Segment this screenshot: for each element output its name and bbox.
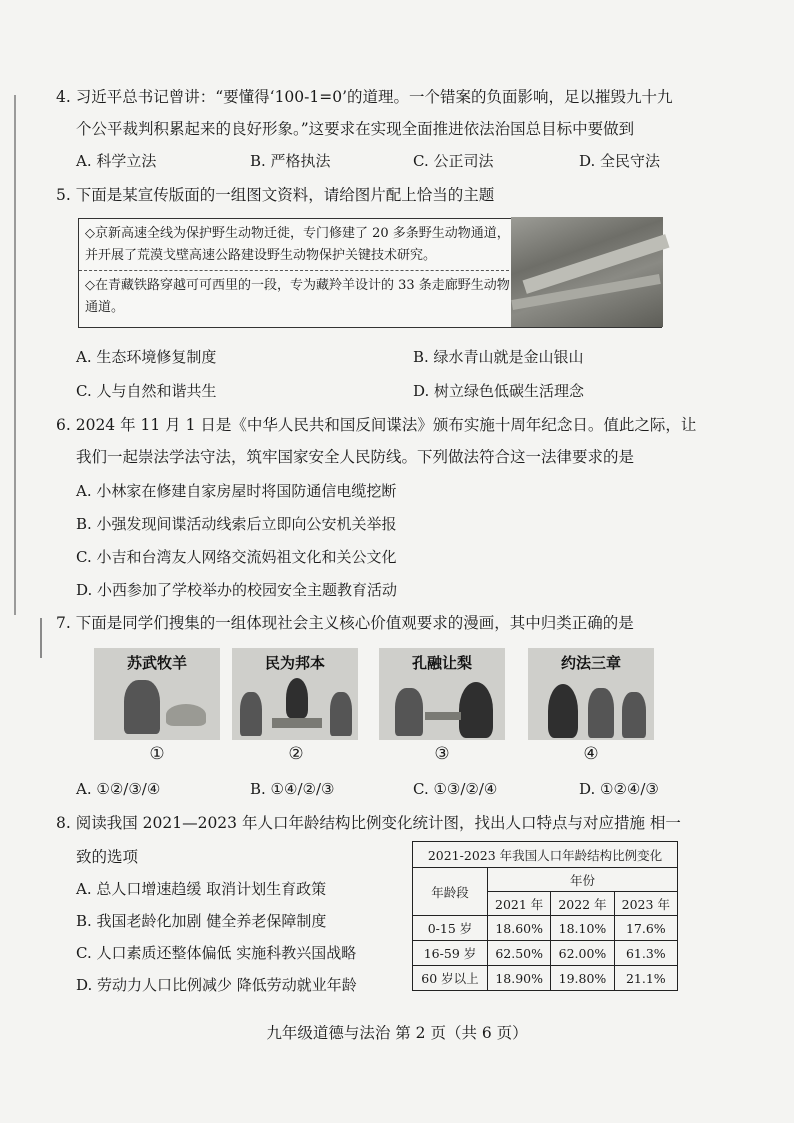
comic-kong-rong — [379, 648, 505, 740]
comic-figure — [240, 692, 262, 736]
table-cell: 17.6% — [614, 916, 677, 941]
q6-option-a[interactable]: A. 小林家在修建自家房屋时将国防通信电缆挖断 — [76, 482, 397, 500]
q8-option-b[interactable]: B. 我国老龄化加剧 健全养老保障制度 — [76, 912, 327, 930]
q5-box-divider — [79, 270, 509, 271]
q7-option-c[interactable]: C. ①③/②/④ — [413, 780, 498, 798]
q5-box-text-1: ◇京新高速全线为保护野生动物迁徙，专门修建了 20 多条野生动物通道，并开展了荒漠戈壁高速公路建设野生动物保护关键技术研究。 — [85, 226, 510, 263]
q8-option-a[interactable]: A. 总人口增速趋缓 取消计划生育政策 — [76, 880, 327, 898]
q6-option-d[interactable]: D. 小西参加了学校举办的校园安全主题教育活动 — [76, 581, 398, 599]
q5-stem: 5. 下面是某宣传版面的一组图文资料，请给图片配上恰当的主题 — [56, 186, 495, 204]
page-footer: 九年级道德与法治 第 2 页（共 6 页） — [266, 1024, 528, 1042]
q8-option-c[interactable]: C. 人口素质还整体偏低 实施科教兴国战略 — [76, 944, 357, 962]
comic-yue-fa-san-zhang — [528, 648, 654, 740]
table-cell: 62.50% — [488, 941, 551, 966]
table-cell: 18.10% — [551, 916, 614, 941]
q5-option-a[interactable]: A. 生态环境修复制度 — [76, 348, 217, 366]
margin-line — [14, 95, 16, 615]
comic-sheep — [166, 704, 206, 726]
table-cell: 18.60% — [488, 916, 551, 941]
comic-caption: 约法三章 — [560, 654, 621, 672]
q5-option-d[interactable]: D. 树立绿色低碳生活理念 — [413, 382, 585, 400]
q5-box-text-2: ◇在青藏铁路穿越可可西里的一段，专为藏羚羊设计的 33 条走廊野生动物通道。 — [85, 278, 510, 315]
table-row — [413, 916, 678, 941]
q8-option-d[interactable]: D. 劳动力人口比例减少 降低劳动就业年龄 — [76, 976, 357, 994]
comic-figure — [330, 692, 352, 736]
q4-option-d[interactable]: D. 全民守法 — [579, 152, 661, 170]
comic-figure — [286, 678, 308, 718]
comic-number-4: ④ — [583, 744, 599, 764]
q6-stem-line2: 我们一起崇法学法守法，筑牢国家安全人民防线。下列做法符合这一法律要求的是 — [76, 448, 635, 466]
table-age: 0-15 岁 — [413, 916, 488, 941]
table-age: 16-59 岁 — [413, 941, 488, 966]
q6-option-b[interactable]: B. 小强发现间谍活动线索后立即向公安机关举报 — [76, 515, 397, 533]
comic-caption: 民为邦本 — [264, 654, 325, 672]
q5-option-b[interactable]: B. 绿水青山就是金山银山 — [413, 348, 584, 366]
q5-option-c[interactable]: C. 人与自然和谐共生 — [76, 382, 217, 400]
q5-info-box — [78, 218, 662, 328]
margin-mark — [40, 618, 42, 658]
comic-figure — [548, 684, 578, 738]
q4-stem-line2: 个公平裁判积累起来的良好形象。”这要求在实现全面推进依法治国总目标中要做到 — [76, 120, 635, 138]
comic-number-1: ① — [149, 744, 165, 764]
comic-su-wu — [94, 648, 220, 740]
comic-figure — [459, 682, 493, 738]
q7-stem: 7. 下面是同学们搜集的一组体现社会主义核心价值观要求的漫画，其中归类正确的是 — [56, 614, 634, 632]
table-year: 2022 年 — [551, 892, 614, 916]
table-year-header: 年份 — [488, 868, 678, 892]
table-title: 2021-2023 年我国人口年龄结构比例变化 — [413, 842, 678, 868]
table-cell: 61.3% — [614, 941, 677, 966]
comic-figure — [395, 688, 423, 736]
table-cell: 21.1% — [614, 966, 677, 991]
population-table — [412, 841, 678, 991]
wildlife-passage-photo — [511, 217, 663, 327]
table-year: 2023 年 — [614, 892, 677, 916]
q4-stem-line1: 4. 习近平总书记曾讲：“要懂得‘100-1=0’的道理。一个错案的负面影响，足以摧毁九十九 — [56, 88, 673, 106]
comic-number-3: ③ — [434, 744, 450, 764]
table-row — [413, 966, 678, 991]
comic-number-2: ② — [288, 744, 304, 764]
table-year: 2021 年 — [488, 892, 551, 916]
table-age: 60 岁以上 — [413, 966, 488, 991]
q7-option-b[interactable]: B. ①④/②/③ — [250, 780, 335, 798]
comic-figure — [622, 692, 646, 738]
comic-figure — [124, 680, 160, 734]
q7-option-a[interactable]: A. ①②/③/④ — [76, 780, 161, 798]
q6-option-c[interactable]: C. 小吉和台湾友人网络交流妈祖文化和关公文化 — [76, 548, 397, 566]
q7-option-d[interactable]: D. ①②④/③ — [579, 780, 659, 798]
q4-option-c[interactable]: C. 公正司法 — [413, 152, 494, 170]
comic-table — [425, 712, 461, 720]
comic-table — [272, 718, 322, 728]
table-row — [413, 941, 678, 966]
q4-option-b[interactable]: B. 严格执法 — [250, 152, 331, 170]
comic-min-wei-bang-ben — [232, 648, 358, 740]
table-cell: 62.00% — [551, 941, 614, 966]
q4-option-a[interactable]: A. 科学立法 — [76, 152, 157, 170]
table-col-header: 年龄段 — [413, 868, 488, 916]
q8-stem-line1: 8. 阅读我国 2021—2023 年人口年龄结构比例变化统计图，找出人口特点与对应措施 相一 — [56, 814, 681, 832]
q8-stem-line2: 致的选项 — [76, 848, 139, 866]
q6-stem-line1: 6. 2024 年 11 月 1 日是《中华人民共和国反间谍法》颁布实施十周年纪念日。值此之际，让 — [56, 416, 697, 434]
table-cell: 19.80% — [551, 966, 614, 991]
comic-caption: 孔融让梨 — [411, 654, 472, 672]
table-cell: 18.90% — [488, 966, 551, 991]
comic-caption: 苏武牧羊 — [126, 654, 187, 672]
comic-figure — [588, 688, 614, 738]
